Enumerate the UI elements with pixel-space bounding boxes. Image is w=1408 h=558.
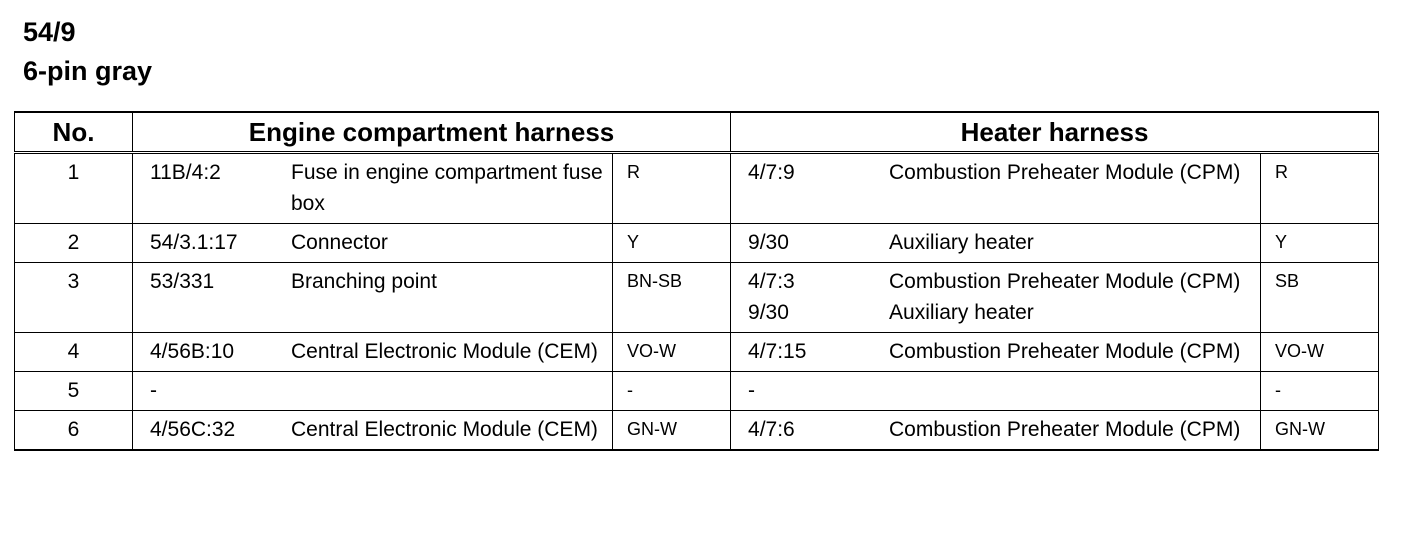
heater-harness-entries [731, 224, 1261, 263]
table-header-row [15, 112, 1379, 153]
engine-component-desc: Branching point [291, 270, 437, 293]
engine-harness-entries [133, 263, 613, 333]
heater-component-desc [889, 375, 1260, 406]
heater-wire-color: R [1261, 153, 1379, 224]
engine-wire-color: - [613, 372, 731, 411]
engine-component-desc: Fuse in engine compartment fuse box [291, 161, 603, 215]
engine-connector-code: 54/3.1:17 [150, 231, 238, 254]
heater-wire-color: SB [1261, 263, 1379, 333]
pin-number: 6 [15, 411, 133, 451]
engine-component-desc: Connector [291, 231, 388, 254]
pin-number: 5 [15, 372, 133, 411]
heater-connector-code: 9/30 [748, 301, 789, 324]
heater-harness-entry [748, 297, 1260, 328]
engine-harness-entries [133, 333, 613, 372]
heater-harness-entry [748, 375, 1260, 406]
heater-harness-entry [748, 227, 1260, 258]
heater-component-desc: Combustion Preheater Module (CPM) [889, 270, 1241, 293]
engine-harness-entry [150, 414, 612, 445]
engine-connector-code: 11B/4:2 [150, 161, 221, 184]
pin-number: 4 [15, 333, 133, 372]
table-row [15, 411, 1379, 451]
table-row [15, 153, 1379, 224]
heater-harness-entries [731, 153, 1261, 224]
heater-component-desc: Auxiliary heater [889, 301, 1034, 324]
engine-component-desc: Central Electronic Module (CEM) [291, 340, 598, 363]
engine-harness-entry [150, 227, 612, 258]
engine-connector-code: 4/56B:10 [150, 340, 235, 363]
engine-harness-entry [150, 266, 612, 297]
heater-wire-color: GN-W [1261, 411, 1379, 451]
table-row [15, 372, 1379, 411]
engine-harness-entry [150, 157, 612, 219]
engine-wire-color: VO-W [613, 333, 731, 372]
engine-wire-color: GN-W [613, 411, 731, 451]
heater-component-desc: Combustion Preheater Module (CPM) [889, 340, 1241, 363]
engine-connector-code: - [150, 379, 157, 402]
heater-harness-entries [731, 263, 1261, 333]
header-no: No. [15, 112, 133, 153]
engine-component-desc: Central Electronic Module (CEM) [291, 418, 598, 441]
engine-harness-entry [150, 375, 612, 406]
engine-component-desc [291, 375, 612, 406]
engine-harness-entries [133, 224, 613, 263]
heater-harness-entries [731, 372, 1261, 411]
engine-wire-color: Y [613, 224, 731, 263]
header-heater-harness: Heater harness [731, 112, 1379, 153]
engine-connector-code: 53/331 [150, 270, 215, 293]
pin-number: 3 [15, 263, 133, 333]
heater-wire-color: VO-W [1261, 333, 1379, 372]
heater-connector-code: 9/30 [748, 231, 789, 254]
heater-component-desc: Combustion Preheater Module (CPM) [889, 418, 1241, 441]
engine-harness-entries [133, 153, 613, 224]
engine-wire-color: R [613, 153, 731, 224]
table-row [15, 224, 1379, 263]
engine-wire-color: BN-SB [613, 263, 731, 333]
heater-harness-entries [731, 333, 1261, 372]
heater-connector-code: 4/7:3 [748, 270, 795, 293]
pin-number: 2 [15, 224, 133, 263]
heater-harness-entry [748, 157, 1260, 188]
heater-component-desc: Combustion Preheater Module (CPM) [889, 161, 1241, 184]
engine-harness-entry [150, 336, 612, 367]
heater-component-desc: Auxiliary heater [889, 231, 1034, 254]
heater-wire-color: Y [1261, 224, 1379, 263]
table-row [15, 263, 1379, 333]
pin-number: 1 [15, 153, 133, 224]
heater-harness-entry [748, 414, 1260, 445]
header-engine-harness: Engine compartment harness [133, 112, 731, 153]
connector-id: 54/9 [23, 17, 76, 47]
heater-connector-code: 4/7:15 [748, 340, 807, 363]
table-row [15, 333, 1379, 372]
heater-wire-color: - [1261, 372, 1379, 411]
heater-harness-entry [748, 336, 1260, 367]
pinout-table [14, 111, 1379, 451]
engine-harness-entries [133, 372, 613, 411]
heater-harness-entry [748, 266, 1260, 297]
heater-connector-code: 4/7:9 [748, 161, 795, 184]
engine-connector-code: 4/56C:32 [150, 418, 236, 441]
heater-harness-entries [731, 411, 1261, 451]
connector-description: 6-pin gray [23, 56, 153, 86]
heater-connector-code: 4/7:6 [748, 418, 795, 441]
engine-harness-entries [133, 411, 613, 451]
heater-connector-code: - [748, 379, 756, 402]
